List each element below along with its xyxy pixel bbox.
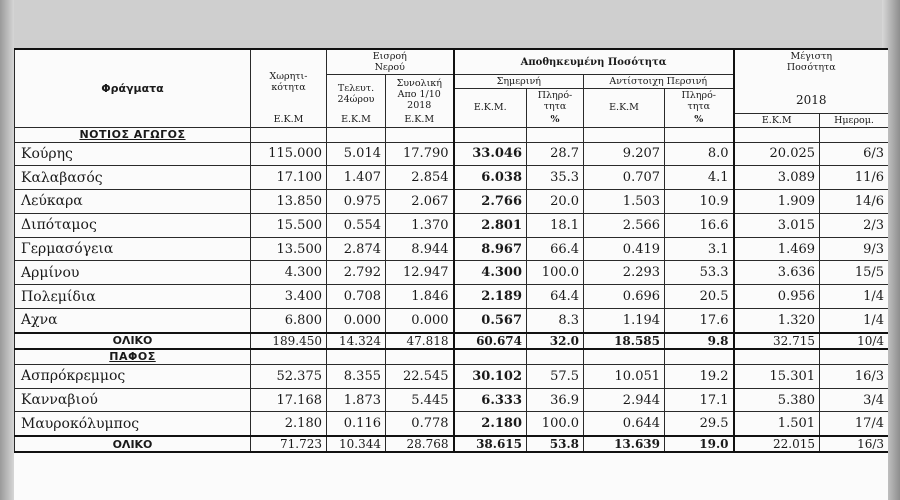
max-date: 1/4 <box>820 285 888 309</box>
inflow-total: 5.445 <box>386 388 454 412</box>
inflow-total: 0.778 <box>386 412 454 436</box>
inflow-total-unit: Ε.Κ.Μ <box>386 113 454 127</box>
section-empty-cell <box>386 127 454 142</box>
inflow-24h: 0.554 <box>327 213 386 237</box>
inflow-header: Εισροή Νερού <box>327 49 454 75</box>
total-fill-last-year: 19.0 <box>665 436 734 452</box>
section-empty-cell <box>251 349 327 365</box>
max-date: 1/4 <box>820 309 888 333</box>
section-row <box>15 349 889 365</box>
max-date: 2/3 <box>820 213 888 237</box>
stored-today: 6.038 <box>454 166 527 190</box>
section-empty-cell <box>584 349 665 365</box>
max-date: 6/3 <box>820 142 888 166</box>
section-empty-cell <box>454 349 527 365</box>
total-max-quantity: 32.715 <box>734 333 820 349</box>
dam-name: Λεύκαρα <box>15 190 251 214</box>
inflow-total-header: Συνολική Απο 1/10 2018 <box>386 75 454 114</box>
section-empty-cell <box>820 127 888 142</box>
stored-today: 2.180 <box>454 412 527 436</box>
max-date: 16/3 <box>820 364 888 388</box>
inflow-24h: 0.116 <box>327 412 386 436</box>
inflow-24h: 0.000 <box>327 309 386 333</box>
fill-last-year: 53.3 <box>665 261 734 285</box>
stored-header: Αποθηκευμένη Ποσότητα <box>454 49 734 75</box>
stored-last-year: 1.194 <box>584 309 665 333</box>
dam-name: Αρμίνου <box>15 261 251 285</box>
inflow-24h: 0.708 <box>327 285 386 309</box>
fill-last-year: 8.0 <box>665 142 734 166</box>
section-empty-cell <box>527 349 584 365</box>
total-stored-today: 38.615 <box>454 436 527 452</box>
fill-last-year: 20.5 <box>665 285 734 309</box>
table-row <box>15 285 889 309</box>
stored-last-year: 0.707 <box>584 166 665 190</box>
table-row <box>15 388 889 412</box>
section-empty-cell <box>820 349 888 365</box>
fill-last-year: 16.6 <box>665 213 734 237</box>
total-capacity: 189.450 <box>251 333 327 349</box>
stored-last-year: 2.293 <box>584 261 665 285</box>
section-title: ΝΟΤΙΟΣ ΑΓΩΓΟΣ <box>79 128 186 141</box>
capacity: 4.300 <box>251 261 327 285</box>
fill-today: 100.0 <box>527 261 584 285</box>
fill-last-year: 29.5 <box>665 412 734 436</box>
section-empty-cell <box>527 127 584 142</box>
dam-name: Καλαβασός <box>15 166 251 190</box>
fill-last-year: 3.1 <box>665 237 734 261</box>
fill-today: 8.3 <box>527 309 584 333</box>
stored-last-year: 0.419 <box>584 237 665 261</box>
max-ekm-header: Ε.Κ.Μ <box>734 113 820 127</box>
max-quantity: 3.015 <box>734 213 820 237</box>
table-row <box>15 190 889 214</box>
max-quantity: 1.320 <box>734 309 820 333</box>
total-label: ΟΛΙΚΟ <box>15 436 251 452</box>
fill-last-year: 4.1 <box>665 166 734 190</box>
total-row <box>15 436 889 452</box>
max-quantity: 1.469 <box>734 237 820 261</box>
total-inflow-24h: 14.324 <box>327 333 386 349</box>
stored-today: 8.967 <box>454 237 527 261</box>
section-empty-cell <box>584 127 665 142</box>
total-stored-last-year: 13.639 <box>584 436 665 452</box>
fill-last-year: 10.9 <box>665 190 734 214</box>
capacity: 17.100 <box>251 166 327 190</box>
table-row <box>15 261 889 285</box>
capacity-header: Χωρητι- κότητα <box>251 49 327 113</box>
stored-last-year: 2.566 <box>584 213 665 237</box>
dam-name: Πολεμίδια <box>15 285 251 309</box>
section-title: ΠΑΦΟΣ <box>109 350 156 364</box>
capacity: 13.500 <box>251 237 327 261</box>
today-header: Σημερινή <box>454 75 584 89</box>
total-max-quantity: 22.015 <box>734 436 820 452</box>
lastyear-header: Αντίστοιχη Περσινή <box>584 75 734 89</box>
max-date: 11/6 <box>820 166 888 190</box>
total-inflow-total: 28.768 <box>386 436 454 452</box>
section-empty-cell <box>454 127 527 142</box>
section-empty-cell <box>734 349 820 365</box>
section-empty-cell <box>386 349 454 365</box>
stored-today: 6.333 <box>454 388 527 412</box>
fill-last-year: 17.1 <box>665 388 734 412</box>
inflow-total: 22.545 <box>386 364 454 388</box>
fill-today: 64.4 <box>527 285 584 309</box>
inflow-total: 8.944 <box>386 237 454 261</box>
table-row <box>15 213 889 237</box>
total-max-date: 10/4 <box>820 333 888 349</box>
inflow-24h: 2.792 <box>327 261 386 285</box>
inflow-total: 2.854 <box>386 166 454 190</box>
inflow-24h: 5.014 <box>327 142 386 166</box>
table-row <box>15 309 889 333</box>
total-stored-last-year: 18.585 <box>584 333 665 349</box>
max-date: 15/5 <box>820 261 888 285</box>
total-row <box>15 333 889 349</box>
stored-last-year: 9.207 <box>584 142 665 166</box>
inflow-24h: 8.355 <box>327 364 386 388</box>
dam-name: Κανναβιού <box>15 388 251 412</box>
capacity: 6.800 <box>251 309 327 333</box>
today-pct-unit: % <box>527 113 584 127</box>
fill-today: 18.1 <box>527 213 584 237</box>
max-date: 3/4 <box>820 388 888 412</box>
dam-name: Ασπρόκρεμμος <box>15 364 251 388</box>
lastyear-pct-unit: % <box>665 113 734 127</box>
section-title-cell <box>15 349 251 365</box>
max-quantity: 5.380 <box>734 388 820 412</box>
dam-name: Αχνα <box>15 309 251 333</box>
max-year-header: 2018 <box>734 89 888 114</box>
section-empty-cell <box>734 127 820 142</box>
stored-today: 4.300 <box>454 261 527 285</box>
fill-today: 57.5 <box>527 364 584 388</box>
stored-today: 2.766 <box>454 190 527 214</box>
today-pct-header: Πληρό- τητα <box>527 89 584 114</box>
today-ekm-header: Ε.Κ.Μ. <box>454 89 527 128</box>
inflow-24h: 1.407 <box>327 166 386 190</box>
inflow-total: 12.947 <box>386 261 454 285</box>
max-quantity: 1.501 <box>734 412 820 436</box>
section-empty-cell <box>251 127 327 142</box>
lastyear-ekm-header: Ε.Κ.Μ <box>584 89 665 128</box>
capacity: 3.400 <box>251 285 327 309</box>
dam-name: Μαυροκόλυμπος <box>15 412 251 436</box>
total-max-date: 16/3 <box>820 436 888 452</box>
inflow-last24-unit: Ε.Κ.Μ <box>327 113 386 127</box>
inflow-total: 0.000 <box>386 309 454 333</box>
fill-today: 28.7 <box>527 142 584 166</box>
lastyear-pct-header: Πληρό- τητα <box>665 89 734 114</box>
stored-today: 33.046 <box>454 142 527 166</box>
stored-last-year: 0.644 <box>584 412 665 436</box>
table-row <box>15 237 889 261</box>
paper <box>14 48 888 500</box>
max-quantity: 0.956 <box>734 285 820 309</box>
max-quantity: 3.636 <box>734 261 820 285</box>
max-date-header: Ημερομ. <box>820 113 888 127</box>
fill-today: 66.4 <box>527 237 584 261</box>
max-quantity: 15.301 <box>734 364 820 388</box>
total-inflow-total: 47.818 <box>386 333 454 349</box>
fill-today: 36.9 <box>527 388 584 412</box>
total-fill-last-year: 9.8 <box>665 333 734 349</box>
total-inflow-24h: 10.344 <box>327 436 386 452</box>
stored-today: 2.801 <box>454 213 527 237</box>
max-header: Μέγιστη Ποσότητα <box>734 49 888 89</box>
table-row <box>15 364 889 388</box>
fill-today: 35.3 <box>527 166 584 190</box>
section-title-cell <box>15 127 251 142</box>
capacity: 52.375 <box>251 364 327 388</box>
inflow-24h: 0.975 <box>327 190 386 214</box>
dam-name: Διπόταμος <box>15 213 251 237</box>
section-empty-cell <box>665 349 734 365</box>
section-empty-cell <box>665 127 734 142</box>
total-stored-today: 60.674 <box>454 333 527 349</box>
table-row <box>15 412 889 436</box>
total-fill-today: 32.0 <box>527 333 584 349</box>
inflow-total: 2.067 <box>386 190 454 214</box>
stored-last-year: 0.696 <box>584 285 665 309</box>
capacity: 13.850 <box>251 190 327 214</box>
max-quantity: 20.025 <box>734 142 820 166</box>
inflow-24h: 1.873 <box>327 388 386 412</box>
header-row-1 <box>15 49 889 75</box>
dams-header: Φράγματα <box>15 49 251 127</box>
dams-table <box>14 48 888 453</box>
stored-today: 2.189 <box>454 285 527 309</box>
stored-last-year: 2.944 <box>584 388 665 412</box>
max-quantity: 3.089 <box>734 166 820 190</box>
total-fill-today: 53.8 <box>527 436 584 452</box>
stored-today: 0.567 <box>454 309 527 333</box>
stored-last-year: 10.051 <box>584 364 665 388</box>
capacity: 2.180 <box>251 412 327 436</box>
section-empty-cell <box>327 127 386 142</box>
table-row <box>15 166 889 190</box>
inflow-last24-header: Τελευτ. 24ώρου <box>327 75 386 114</box>
stored-today: 30.102 <box>454 364 527 388</box>
inflow-24h: 2.874 <box>327 237 386 261</box>
max-date: 17/4 <box>820 412 888 436</box>
section-row <box>15 127 889 142</box>
fill-last-year: 17.6 <box>665 309 734 333</box>
table-row <box>15 142 889 166</box>
inflow-total: 17.790 <box>386 142 454 166</box>
max-date: 9/3 <box>820 237 888 261</box>
fill-today: 20.0 <box>527 190 584 214</box>
total-label: ΟΛΙΚΟ <box>15 333 251 349</box>
max-quantity: 1.909 <box>734 190 820 214</box>
capacity: 15.500 <box>251 213 327 237</box>
capacity: 17.168 <box>251 388 327 412</box>
section-empty-cell <box>327 349 386 365</box>
max-date: 14/6 <box>820 190 888 214</box>
capacity-unit: Ε.Κ.Μ <box>251 113 327 127</box>
dam-name: Κούρης <box>15 142 251 166</box>
dam-name: Γερμασόγεια <box>15 237 251 261</box>
fill-last-year: 19.2 <box>665 364 734 388</box>
inflow-total: 1.370 <box>386 213 454 237</box>
stored-last-year: 1.503 <box>584 190 665 214</box>
fill-today: 100.0 <box>527 412 584 436</box>
total-capacity: 71.723 <box>251 436 327 452</box>
inflow-total: 1.846 <box>386 285 454 309</box>
capacity: 115.000 <box>251 142 327 166</box>
